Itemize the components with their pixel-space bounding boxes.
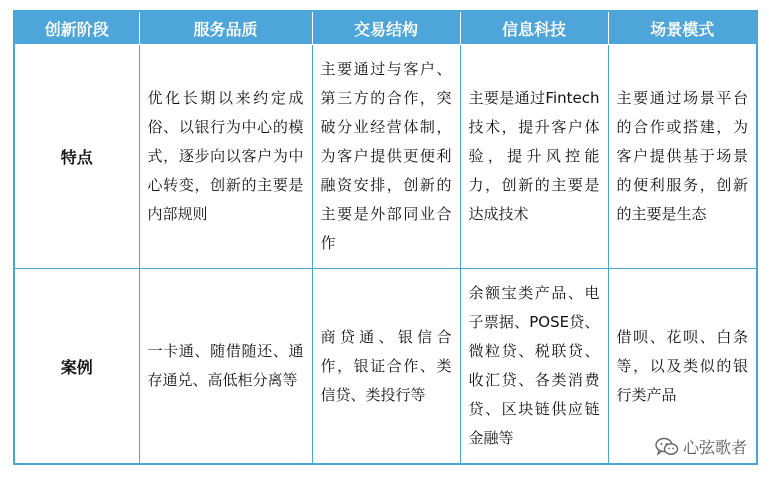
cell-features-information-technology: 主要是通过Fintech技术，提升客户体验，提升风控能力，创新的主要是达成技术 <box>460 45 608 269</box>
header-service-quality: 服务品质 <box>139 11 312 45</box>
wechat-icon <box>655 437 679 457</box>
cell-features-transaction-structure: 主要通过与客户、第三方的合作，突破分业经营体制，为客户提供更便利融资安排，创新的主要是外部同业合作 <box>312 45 460 269</box>
row-label-cases: 案例 <box>14 269 139 465</box>
cell-features-scenario-model: 主要通过场景平台的合作或搭建，为客户提供基于场景的便利服务，创新的主要是生态 <box>608 45 757 269</box>
header-row <box>14 11 757 45</box>
watermark <box>655 435 747 458</box>
innovation-stage-table <box>13 10 758 465</box>
table-row-features <box>14 45 757 269</box>
cell-cases-scenario-model: 借呗、花呗、白条等，以及类似的银行类产品 <box>608 269 757 465</box>
cell-cases-information-technology: 余额宝类产品、电子票据、POSE贷、微粒贷、税联贷、收汇贷、各类消费贷、区块链供应链金融等 <box>460 269 608 465</box>
cell-features-service-quality: 优化长期以来约定成俗、以银行为中心的模式，逐步向以客户为中心转变，创新的主要是内部规则 <box>139 45 312 269</box>
row-label-features: 特点 <box>14 45 139 269</box>
watermark-text: 心弦歌者 <box>682 438 747 457</box>
header-scenario-model: 场景模式 <box>608 11 757 45</box>
header-information-technology: 信息科技 <box>460 11 608 45</box>
cell-cases-transaction-structure: 商贷通、银信合作，银证合作、类信贷、类投行等 <box>312 269 460 465</box>
table-row-cases <box>14 269 757 465</box>
header-transaction-structure: 交易结构 <box>312 11 460 45</box>
header-stage: 创新阶段 <box>14 11 139 45</box>
cell-cases-service-quality: 一卡通、随借随还、通存通兑、高低柜分离等 <box>139 269 312 465</box>
